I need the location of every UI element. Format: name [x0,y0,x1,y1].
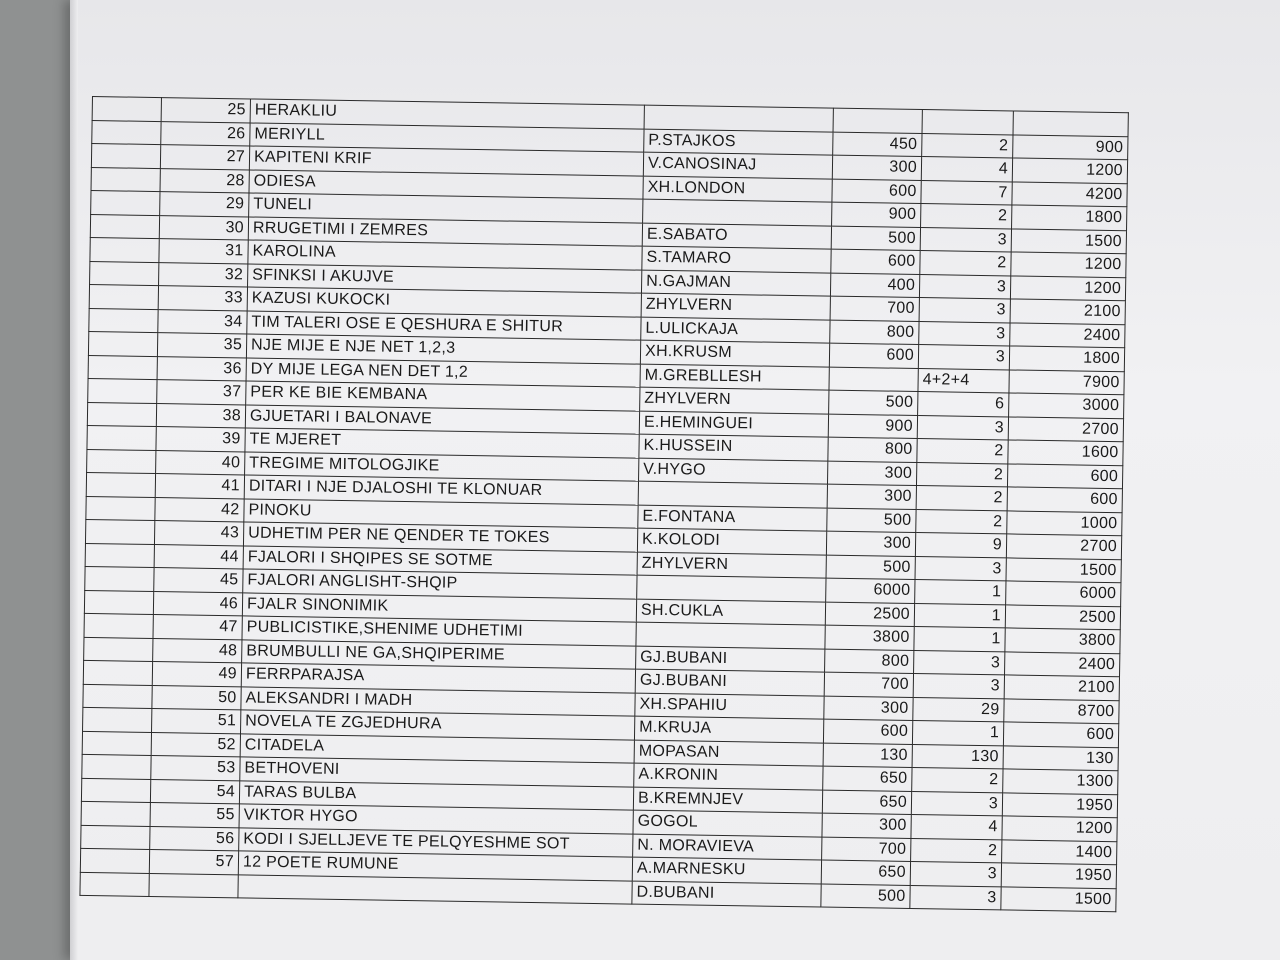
row-number: 26 [161,121,250,146]
row-margin-cell [87,449,156,474]
unit-price: 650 [822,790,911,815]
row-margin-cell [80,848,149,873]
book-title: TE MJERET [245,428,639,458]
row-margin-cell [91,167,160,192]
book-author: M.GREBLLESH [640,364,829,390]
unit-price: 500 [829,390,918,415]
book-author: N.GAJMAN [641,270,830,296]
book-title: GJUETARI I BALONAVE [245,404,639,434]
quantity: 2 [921,204,1012,229]
quantity: 3 [910,861,1001,886]
book-title: UDHETIM PER NE QENDER TE TOKES [243,522,637,552]
book-author: ZHYLVERN [637,552,826,578]
book-author: E.HEMINGUEI [639,411,828,437]
total-value: 600 [1007,487,1122,512]
book-author [638,481,827,507]
book-title: PINOKU [244,498,638,528]
total-value: 1000 [1007,510,1122,535]
total-value: 130 [1003,745,1118,770]
quantity: 3 [915,556,1006,581]
total-value: 2700 [1008,416,1123,441]
quantity: 3 [913,673,1004,698]
book-title: CITADELA [240,733,634,763]
row-number: 29 [160,192,249,217]
book-author: B.KREMNJEV [633,787,822,813]
total-value: 1950 [1002,792,1117,817]
book-author: D.BUBANI [632,881,821,907]
unit-price: 600 [829,343,918,368]
book-title: KAROLINA [248,240,642,270]
book-title: FERRPARAJSA [241,663,635,693]
paper-page [70,0,1280,960]
quantity: 2 [917,439,1008,464]
row-number: 55 [150,803,239,828]
quantity: 2 [916,485,1007,510]
quantity: 2 [916,462,1007,487]
quantity: 2 [911,838,1002,863]
book-title: ODIESA [249,169,643,199]
book-author: GJ.BUBANI [636,646,825,672]
unit-price: 650 [821,860,910,885]
row-margin-cell [83,684,152,709]
book-list-table [79,96,1128,912]
book-author: E.FONTANA [638,505,827,531]
total-value: 7900 [1009,369,1124,394]
total-value: 1200 [1002,816,1117,841]
book-author: M.KRUJA [634,716,823,742]
unit-price: 300 [822,813,911,838]
row-margin-cell [89,284,158,309]
row-number: 43 [154,521,243,546]
book-title: KODI I SJELLJEVE TE PELQYESHME SOT [239,827,633,857]
book-title: PUBLICISTIKE,SHENIME UDHETIMI [242,616,636,646]
row-margin-cell [90,261,159,286]
quantity: 3 [919,274,1010,299]
book-title [238,874,632,904]
unit-price: 700 [822,837,911,862]
total-value: 8700 [1004,698,1119,723]
book-title: RRUGETIMI I ZEMRES [248,216,642,246]
row-number: 50 [152,685,241,710]
book-title: ALEKSANDRI I MADH [241,686,635,716]
unit-price: 500 [831,226,920,251]
unit-price: 500 [827,508,916,533]
row-margin-cell [82,754,151,779]
quantity: 4 [921,157,1012,182]
unit-price: 900 [828,414,917,439]
book-title: TUNELI [249,193,643,223]
row-margin-cell [88,378,157,403]
quantity: 7 [921,180,1012,205]
book-author: K.KOLODI [637,528,826,554]
unit-price: 130 [823,743,912,768]
row-number: 44 [154,544,243,569]
total-value: 6000 [1006,581,1121,606]
quantity: 3 [919,298,1010,323]
total-value: 1500 [1006,557,1121,582]
row-margin-cell [90,237,159,262]
book-author: XH.LONDON [643,176,832,202]
quantity: 3 [917,415,1008,440]
book-title: MERIYLL [250,122,644,152]
total-value: 3000 [1009,393,1124,418]
quantity: 3 [919,321,1010,346]
book-author [643,199,832,225]
quantity: 1 [912,720,1003,745]
quantity: 9 [915,532,1006,557]
row-margin-cell [90,214,159,239]
row-margin-cell [85,519,154,544]
book-author: A.MARNESKU [632,857,821,883]
book-author: L.ULICKAJA [641,317,830,343]
unit-price: 600 [832,179,921,204]
row-number: 30 [159,215,248,240]
row-margin-cell [88,331,157,356]
row-number: 37 [157,380,246,405]
unit-price: 800 [825,649,914,674]
unit-price: 650 [823,766,912,791]
row-margin-cell [82,731,151,756]
quantity: 1 [914,603,1005,628]
row-number: 52 [151,732,240,757]
quantity: 2 [922,133,1013,158]
row-margin-cell [84,590,153,615]
book-author: ZHYLVERN [641,293,830,319]
row-margin-cell [91,144,160,169]
row-number: 54 [150,779,239,804]
row-margin-cell [91,190,160,215]
book-title: NJE MIJE E NJE NET 1,2,3 [246,334,640,364]
row-number: 34 [158,309,247,334]
row-number: 39 [156,427,245,452]
book-author: V.CANOSINAJ [643,152,832,178]
row-number: 49 [152,662,241,687]
row-margin-cell [81,801,150,826]
book-title: BETHOVENI [240,757,634,787]
row-margin-cell [86,472,155,497]
total-value: 600 [1007,463,1122,488]
unit-price: 700 [824,672,913,697]
book-title: DY MIJE LEGA NEN DET 1,2 [246,357,640,387]
total-value: 2400 [1010,322,1125,347]
quantity: 3 [910,885,1001,910]
row-number: 51 [152,709,241,734]
book-title: FJALORI ANGLISHT-SHQIP [243,569,637,599]
book-title: 12 POETE RUMUNE [238,851,632,881]
total-value: 1600 [1008,440,1123,465]
row-number: 46 [153,591,242,616]
row-number: 41 [155,474,244,499]
book-list-body [80,97,1128,912]
total-value: 1950 [1001,863,1116,888]
quantity [922,110,1013,135]
unit-price: 800 [830,320,919,345]
book-author [644,105,833,131]
total-value: 2700 [1006,534,1121,559]
book-author: SH.CUKLA [636,599,825,625]
quantity: 3 [914,650,1005,675]
book-author: GJ.BUBANI [635,669,824,695]
total-value: 1500 [1011,228,1126,253]
unit-price: 300 [826,531,915,556]
unit-price: 900 [832,202,921,227]
row-margin-cell [85,566,154,591]
book-title: BRUMBULLI NE GA,SHQIPERIME [242,639,636,669]
book-author: ZHYLVERN [640,387,829,413]
row-number: 40 [156,450,245,475]
book-author: V.HYGO [639,458,828,484]
book-title: FJALR SINONIMIK [242,592,636,622]
book-title: SFINKSI I AKUJVE [248,263,642,293]
row-margin-cell [83,707,152,732]
unit-price: 300 [827,484,916,509]
row-number: 25 [161,98,250,123]
row-margin-cell [86,496,155,521]
book-title: TREGIME MITOLOGJIKE [245,451,639,481]
book-title: HERAKLIU [250,99,644,129]
row-margin-cell [84,613,153,638]
unit-price: 6000 [826,578,915,603]
book-author: E.SABATO [642,223,831,249]
book-title: KAPITENI KRIF [249,146,643,176]
unit-price [833,108,922,133]
unit-price: 600 [831,249,920,274]
total-value: 2100 [1010,299,1125,324]
book-author: K.HUSSEIN [639,434,828,460]
quantity: 4 [911,814,1002,839]
row-margin-cell [85,543,154,568]
row-margin-cell [81,778,150,803]
row-margin-cell [84,637,153,662]
book-author: S.TAMARO [642,246,831,272]
total-value: 2100 [1004,675,1119,700]
row-number: 31 [159,239,248,264]
row-number: 48 [153,638,242,663]
book-author: P.STAJKOS [644,129,833,155]
quantity: 4+2+4 [918,368,1009,393]
total-value: 1500 [1001,886,1116,911]
quantity: 2 [916,509,1007,534]
row-number: 53 [151,756,240,781]
book-title: DITARI I NJE DJALOSHI TE KLONUAR [244,475,638,505]
row-margin-cell [88,355,157,380]
row-number: 32 [159,262,248,287]
row-number [149,873,238,898]
unit-price [829,367,918,392]
total-value: 1300 [1003,769,1118,794]
row-number: 57 [149,849,238,874]
unit-price: 800 [828,437,917,462]
book-author: XH.KRUSM [640,340,829,366]
total-value [1013,111,1128,136]
quantity: 2 [912,767,1003,792]
row-margin-cell [89,308,158,333]
row-margin-cell [80,872,149,897]
book-title: FJALORI I SHQIPES SE SOTME [243,545,637,575]
quantity: 3 [911,791,1002,816]
total-value: 1800 [1012,205,1127,230]
book-author [637,575,826,601]
quantity: 3 [918,345,1009,370]
row-number: 28 [160,168,249,193]
total-value: 1200 [1011,252,1126,277]
book-author: XH.SPAHIU [635,693,824,719]
unit-price: 500 [826,555,915,580]
row-margin-cell [92,120,161,145]
row-number: 35 [157,333,246,358]
row-margin-cell [81,825,150,850]
quantity: 1 [914,626,1005,651]
unit-price: 500 [821,884,910,909]
book-author: GOGOL [633,810,822,836]
quantity: 2 [920,251,1011,276]
book-title: VIKTOR HYGO [239,804,633,834]
book-title: NOVELA TE ZGJEDHURA [241,710,635,740]
row-number: 42 [155,497,244,522]
quantity: 1 [915,579,1006,604]
total-value: 1400 [1002,839,1117,864]
unit-price: 450 [833,132,922,157]
page-edge [70,0,78,960]
row-number: 27 [160,145,249,170]
book-author [636,622,825,648]
quantity: 3 [920,227,1011,252]
total-value: 1200 [1012,158,1127,183]
total-value: 3800 [1005,628,1120,653]
unit-price: 2500 [825,602,914,627]
book-title: TIM TALERI OSE E QESHURA E SHITUR [247,310,641,340]
book-title: KAZUSI KUKOCKI [247,287,641,317]
row-margin-cell [83,660,152,685]
book-author: A.KRONIN [634,763,823,789]
unit-price: 700 [830,296,919,321]
total-value: 1200 [1010,275,1125,300]
row-number: 38 [156,403,245,428]
unit-price: 300 [827,461,916,486]
unit-price: 300 [824,696,913,721]
unit-price: 400 [830,273,919,298]
unit-price: 300 [832,155,921,180]
book-author: MOPASAN [634,740,823,766]
row-margin-cell [92,97,161,122]
total-value: 2500 [1005,604,1120,629]
book-author: N. MORAVIEVA [633,834,822,860]
quantity: 130 [912,744,1003,769]
quantity: 29 [913,697,1004,722]
unit-price: 600 [823,719,912,744]
row-number: 47 [153,615,242,640]
total-value: 2400 [1005,651,1120,676]
row-margin-cell [87,402,156,427]
unit-price: 3800 [825,625,914,650]
row-margin-cell [87,425,156,450]
row-number: 45 [154,568,243,593]
row-number: 33 [158,286,247,311]
book-title: TARAS BULBA [239,780,633,810]
book-title: PER KE BIE KEMBANA [246,381,640,411]
row-number: 56 [150,826,239,851]
total-value: 4200 [1012,181,1127,206]
row-number: 36 [157,356,246,381]
total-value: 900 [1013,134,1128,159]
quantity: 6 [918,392,1009,417]
total-value: 600 [1003,722,1118,747]
total-value: 1800 [1009,346,1124,371]
